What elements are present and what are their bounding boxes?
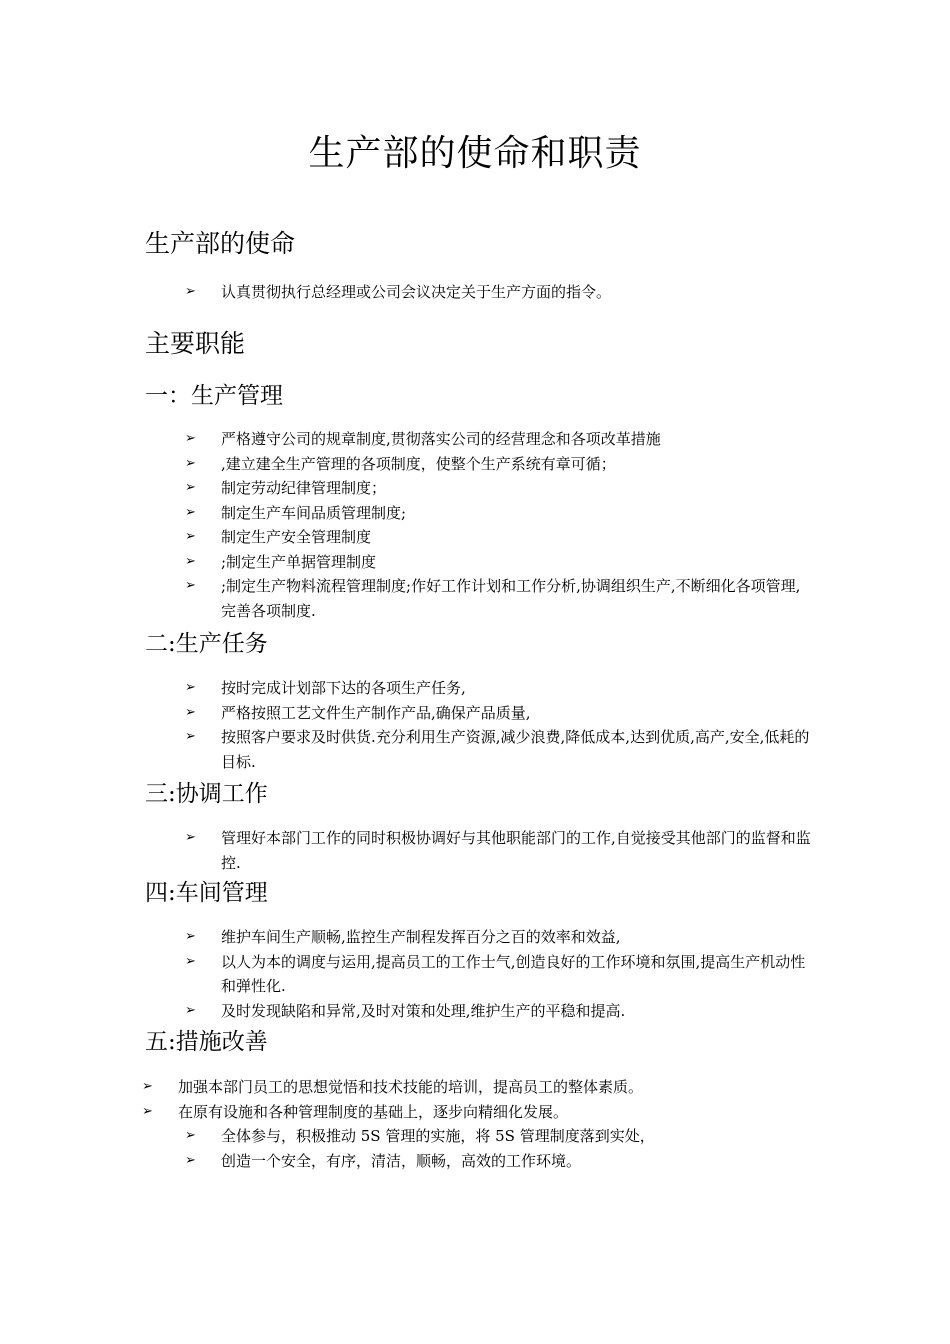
arrow-bullet-icon: ➢ bbox=[185, 480, 196, 495]
list-item-text: 严格按照工艺文件生产制作产品,确保产品质量, bbox=[221, 703, 531, 722]
list-item-text: 管理好本部门工作的同时积极协调好与其他职能部门的工作,自觉接受其他部门的监督和监控. bbox=[221, 829, 811, 872]
list-item bbox=[185, 550, 815, 575]
list-item bbox=[185, 826, 815, 875]
arrow-bullet-icon: ➢ bbox=[185, 929, 196, 944]
arrow-bullet-icon: ➢ bbox=[142, 1079, 153, 1094]
list-item bbox=[185, 476, 815, 501]
section-list-improvement-measures-outdented bbox=[142, 1075, 815, 1124]
arrow-bullet-icon: ➢ bbox=[185, 704, 196, 720]
section-heading-coordination: 三:协调工作 bbox=[145, 781, 268, 807]
list-item bbox=[185, 574, 815, 623]
section-list-coordination bbox=[185, 826, 815, 875]
arrow-bullet-icon: ➢ bbox=[185, 504, 196, 520]
list-item bbox=[185, 925, 815, 950]
arrow-bullet-icon: ➢ bbox=[185, 953, 196, 969]
arrow-bullet-icon: ➢ bbox=[185, 830, 196, 845]
list-item-text: 及时发现缺陷和异常,及时对策和处理,维护生产的平稳和提高. bbox=[221, 1001, 626, 1020]
list-item bbox=[185, 1124, 815, 1149]
list-item-text: 加强本部门员工的思想觉悟和技术技能的培训，提高员工的整体素质。 bbox=[178, 1078, 644, 1096]
list-item bbox=[142, 1075, 815, 1100]
list-item bbox=[185, 1149, 815, 1174]
section-list-production-tasks bbox=[185, 676, 815, 774]
list-item bbox=[185, 452, 815, 477]
mission-heading: 生产部的使命 bbox=[145, 229, 296, 258]
section-list-workshop-management bbox=[185, 925, 815, 1023]
list-item-text: 创造一个安全，有序，清洁，顺畅，高效的工作环境。 bbox=[221, 1151, 582, 1170]
list-item bbox=[185, 525, 815, 550]
list-item-text: 按照客户要求及时供货.充分利用生产资源,减少浪费,降低成本,达到优质,高产,安全,低耗的目标. bbox=[221, 728, 810, 771]
list-item-text: 按时完成计划部下达的各项生产任务, bbox=[221, 679, 466, 697]
list-item bbox=[185, 950, 815, 999]
document-title: 生产部的使命和职责 bbox=[308, 133, 642, 174]
list-item-text: 在原有设施和各种管理制度的基础上，逐步向精细化发展。 bbox=[178, 1102, 569, 1121]
section-heading-production-tasks: 二:生产任务 bbox=[145, 631, 268, 657]
list-item bbox=[185, 725, 815, 774]
arrow-bullet-icon: ➢ bbox=[185, 455, 196, 471]
functions-heading: 主要职能 bbox=[145, 329, 246, 358]
arrow-bullet-icon: ➢ bbox=[185, 578, 196, 593]
arrow-bullet-icon: ➢ bbox=[185, 1128, 196, 1143]
arrow-bullet-icon: ➢ bbox=[185, 553, 196, 569]
arrow-bullet-icon: ➢ bbox=[185, 284, 196, 299]
arrow-bullet-icon: ➢ bbox=[185, 1152, 196, 1168]
list-item-text: ,建立建全生产管理的各项制度，使整个生产系统有章可循； bbox=[221, 454, 616, 473]
list-item bbox=[142, 1100, 815, 1125]
list-item-text: 维护车间生产顺畅,监控生产制程发挥百分之百的效率和效益, bbox=[221, 928, 621, 946]
list-item-text: 全体参与，积极推动 5S 管理的实施，将 5S 管理制度落到实处， bbox=[221, 1127, 655, 1145]
mission-list bbox=[185, 280, 815, 305]
section-heading-workshop-management: 四:车间管理 bbox=[145, 880, 268, 906]
list-item-text: 严格遵守公司的规章制度,贯彻落实公司的经营理念和各项改革措施 bbox=[221, 430, 661, 448]
list-item-text: ;制定生产单据管理制度 bbox=[221, 552, 377, 571]
list-item bbox=[185, 427, 815, 452]
section-list-production-management bbox=[185, 427, 815, 623]
arrow-bullet-icon: ➢ bbox=[185, 1002, 196, 1018]
list-item bbox=[185, 501, 815, 526]
section-heading-production-management: 一：生产管理 bbox=[145, 383, 283, 409]
list-item bbox=[185, 280, 815, 305]
list-item-text: 制定劳动纪律管理制度； bbox=[221, 479, 387, 497]
list-item-text: ;制定生产物料流程管理制度;作好工作计划和工作分析,协调组织生产,不断细化各项管理,完善各项制度. bbox=[221, 577, 801, 620]
list-item bbox=[185, 701, 815, 726]
arrow-bullet-icon: ➢ bbox=[185, 680, 196, 695]
section-heading-improvement-measures: 五:措施改善 bbox=[145, 1029, 268, 1055]
list-item-text: 制定生产车间品质管理制度; bbox=[221, 503, 407, 522]
list-item bbox=[185, 999, 815, 1024]
list-item-text: 认真贯彻执行总经理或公司会议决定关于生产方面的指令。 bbox=[221, 283, 612, 301]
list-item-text: 制定生产安全管理制度 bbox=[221, 528, 372, 546]
list-item-text: 以人为本的调度与运用,提高员工的工作士气,创造良好的工作环境和氛围,提高生产机动性和弹性化. bbox=[221, 952, 806, 995]
section-list-improvement-measures bbox=[185, 1124, 815, 1173]
arrow-bullet-icon: ➢ bbox=[185, 529, 196, 544]
arrow-bullet-icon: ➢ bbox=[142, 1103, 153, 1119]
list-item bbox=[185, 676, 815, 701]
arrow-bullet-icon: ➢ bbox=[185, 431, 196, 446]
arrow-bullet-icon: ➢ bbox=[185, 729, 196, 744]
